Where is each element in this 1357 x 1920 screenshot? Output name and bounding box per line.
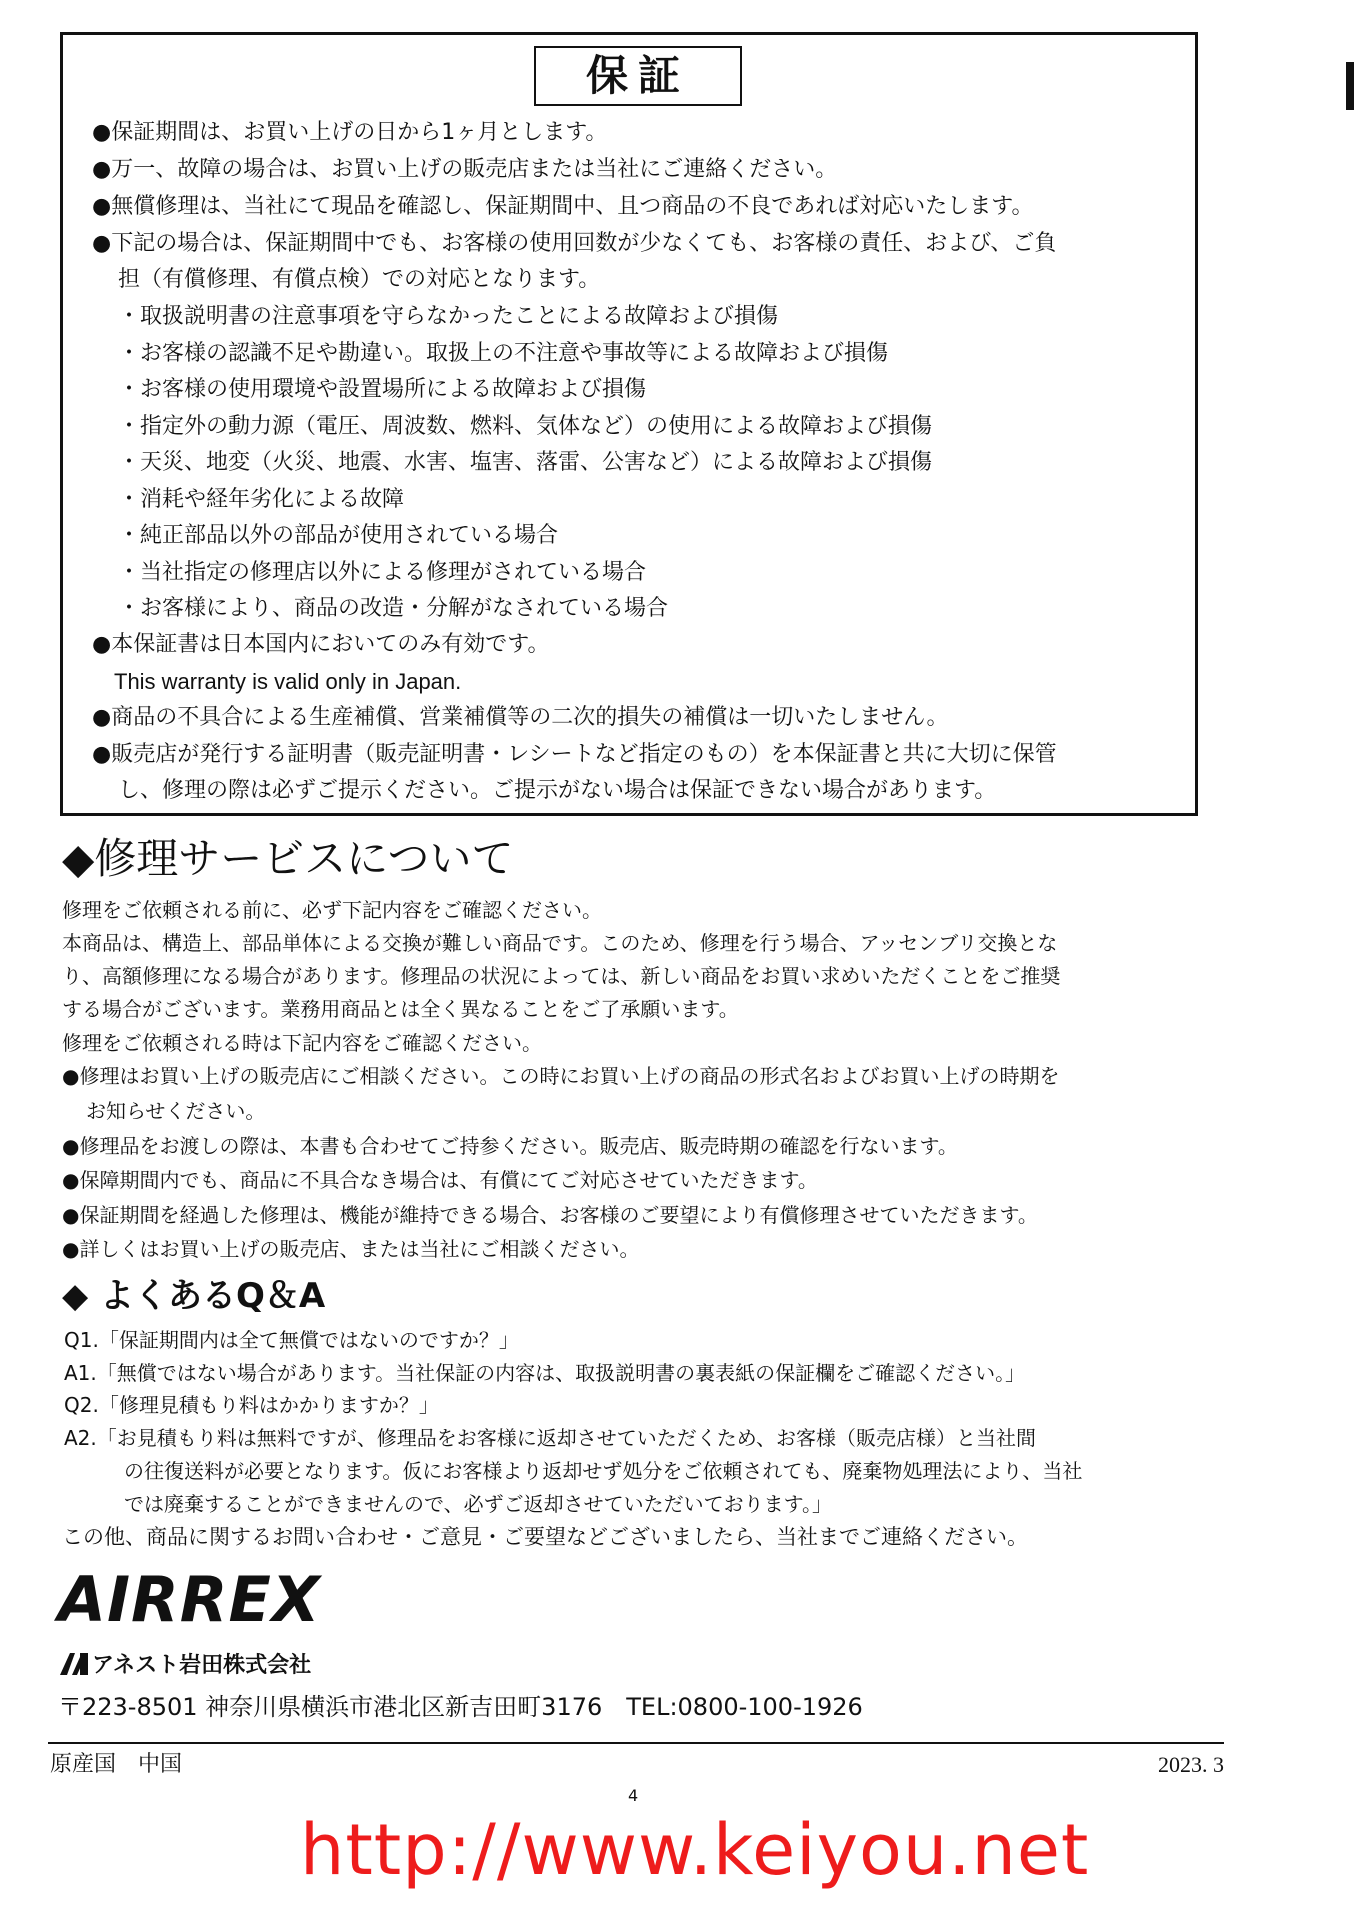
exclusion-item: ・天災、地変（火災、地震、水害、塩害、落雷、公害など）による故障および損傷 bbox=[118, 450, 933, 475]
exclusion-item: ・純正部品以外の部品が使用されている場合 bbox=[118, 523, 559, 548]
exclusion-item: ・消耗や経年劣化による故障 bbox=[118, 487, 405, 512]
footer-divider bbox=[48, 1742, 1224, 1744]
warranty-japan-only: ●本保証書は日本国内においてのみ有効です。 bbox=[92, 632, 550, 657]
exclusion-item: ・指定外の動力源（電圧、周波数、燃料、気体など）の使用による故障および損傷 bbox=[118, 414, 933, 439]
exclusion-item: ・取扱説明書の注意事項を守らなかったことによる故障および損傷 bbox=[118, 304, 779, 329]
repair-line: ●修理はお買い上げの販売店にご相談ください。この時にお買い上げの商品の形式名およびお買い上げの時期を bbox=[62, 1064, 1060, 1088]
publication-date: 2023. 3 bbox=[1158, 1752, 1224, 1777]
faq-heading: ◆ よくあるQ＆A bbox=[62, 1276, 326, 1316]
repair-line: り、高額修理になる場合があります。修理品の状況によっては、新しい商品をお買い求めいただくことをご推奨 bbox=[62, 964, 1061, 988]
repair-line: ●修理品をお渡しの際は、本書も合わせてご持参ください。販売店、販売時期の確認を行ないます。 bbox=[62, 1134, 958, 1158]
repair-line: 本商品は、構造上、部品単体による交換が難しい商品です。このため、修理を行う場合、アッセンブリ交換とな bbox=[62, 931, 1058, 955]
warranty-line: ●下記の場合は、保証期間中でも、お客様の使用回数が少なくても、お客様の責任、および、ご負 bbox=[92, 231, 1057, 256]
exclusion-item: ・お客様の使用環境や設置場所による故障および損傷 bbox=[118, 377, 647, 402]
edge-mark bbox=[1346, 62, 1354, 110]
warranty-line: 担（有償修理、有償点検）での対応となります。 bbox=[118, 267, 601, 292]
faq-a1: A1.「無償ではない場合があります。当社保証の内容は、取扱説明書の裏表紙の保証欄をご確認ください。」 bbox=[64, 1361, 1026, 1385]
warranty-secondary: ●商品の不具合による生産補償、営業補償等の二次的損失の補償は一切いたしません。 bbox=[92, 705, 949, 730]
warranty-japan-only-en: This warranty is valid only in Japan. bbox=[114, 669, 462, 694]
warranty-receipt: し、修理の際は必ずご提示ください。ご提示がない場合は保証できない場合があります。 bbox=[118, 778, 997, 803]
repair-heading: ◆修理サービスについて bbox=[62, 834, 514, 883]
page-number: 4 bbox=[628, 1786, 639, 1805]
anest-iwata-logo-icon bbox=[60, 1653, 88, 1675]
repair-line: お知らせください。 bbox=[86, 1099, 266, 1123]
repair-line: ●詳しくはお買い上げの販売店、または当社にご相談ください。 bbox=[62, 1237, 640, 1261]
contact-note: この他、商品に関するお問い合わせ・ご意見・ご要望などございましたら、当社までご連絡ください。 bbox=[62, 1525, 1028, 1549]
company-address: 〒223-8501 神奈川県横浜市港北区新吉田町3176 TEL:0800-100-1926 bbox=[58, 1693, 863, 1721]
repair-line: ●保障期間内でも、商品に不具合なき場合は、有償にてご対応させていただきます。 bbox=[62, 1168, 818, 1192]
exclusion-item: ・お客様の認識不足や勘違い。取扱上の不注意や事故等による故障および損傷 bbox=[118, 341, 889, 366]
faq-q2: Q2.「修理見積もり料はかかりますか？」 bbox=[64, 1393, 439, 1417]
airrex-logo: AIRREX bbox=[58, 1563, 321, 1636]
warranty-title: 保証 bbox=[534, 46, 742, 106]
warranty-receipt: ●販売店が発行する証明書（販売証明書・レシートなど指定のもの）を本保証書と共に大切に保管 bbox=[92, 742, 1057, 767]
exclusion-item: ・当社指定の修理店以外による修理がされている場合 bbox=[118, 560, 647, 585]
website-url[interactable]: http://www.keiyou.net bbox=[300, 1809, 1090, 1891]
company-name bbox=[60, 1650, 311, 1682]
repair-line: する場合がございます。業務用商品とは全く異なることをご了承願います。 bbox=[62, 997, 739, 1021]
faq-a2: A2.「お見積もり料は無料ですが、修理品をお客様に返却させていただくため、お客様（販売店様）と当社間 bbox=[64, 1426, 1036, 1450]
repair-line: 修理をご依頼される前に、必ず下記内容をご確認ください。 bbox=[62, 898, 602, 922]
company-name-text: アネスト岩田株式会社 bbox=[92, 1653, 312, 1678]
warranty-line: ●保証期間は、お買い上げの日から1ヶ月とします。 bbox=[92, 120, 608, 145]
faq-q1: Q1.「保証期間内は全て無償ではないのですか？」 bbox=[64, 1328, 519, 1352]
exclusion-item: ・お客様により、商品の改造・分解がなされている場合 bbox=[118, 596, 669, 621]
warranty-line: ●万一、故障の場合は、お買い上げの販売店または当社にご連絡ください。 bbox=[92, 157, 838, 182]
warranty-line: ●無償修理は、当社にて現品を確認し、保証期間中、且つ商品の不良であれば対応いたします。 bbox=[92, 194, 1034, 219]
faq-a2: では廃棄することができませんので、必ずご返却させていただいております。」 bbox=[124, 1492, 832, 1516]
repair-line: 修理をご依頼される時は下記内容をご確認ください。 bbox=[62, 1031, 542, 1055]
country-of-origin: 原産国 中国 bbox=[50, 1752, 183, 1777]
faq-a2: の往復送料が必要となります。仮にお客様より返却せず処分をご依頼されても、廃棄物処理法により、当社 bbox=[124, 1459, 1083, 1483]
repair-line: ●保証期間を経過した修理は、機能が維持できる場合、お客様のご要望により有償修理させていただきます。 bbox=[62, 1203, 1038, 1227]
